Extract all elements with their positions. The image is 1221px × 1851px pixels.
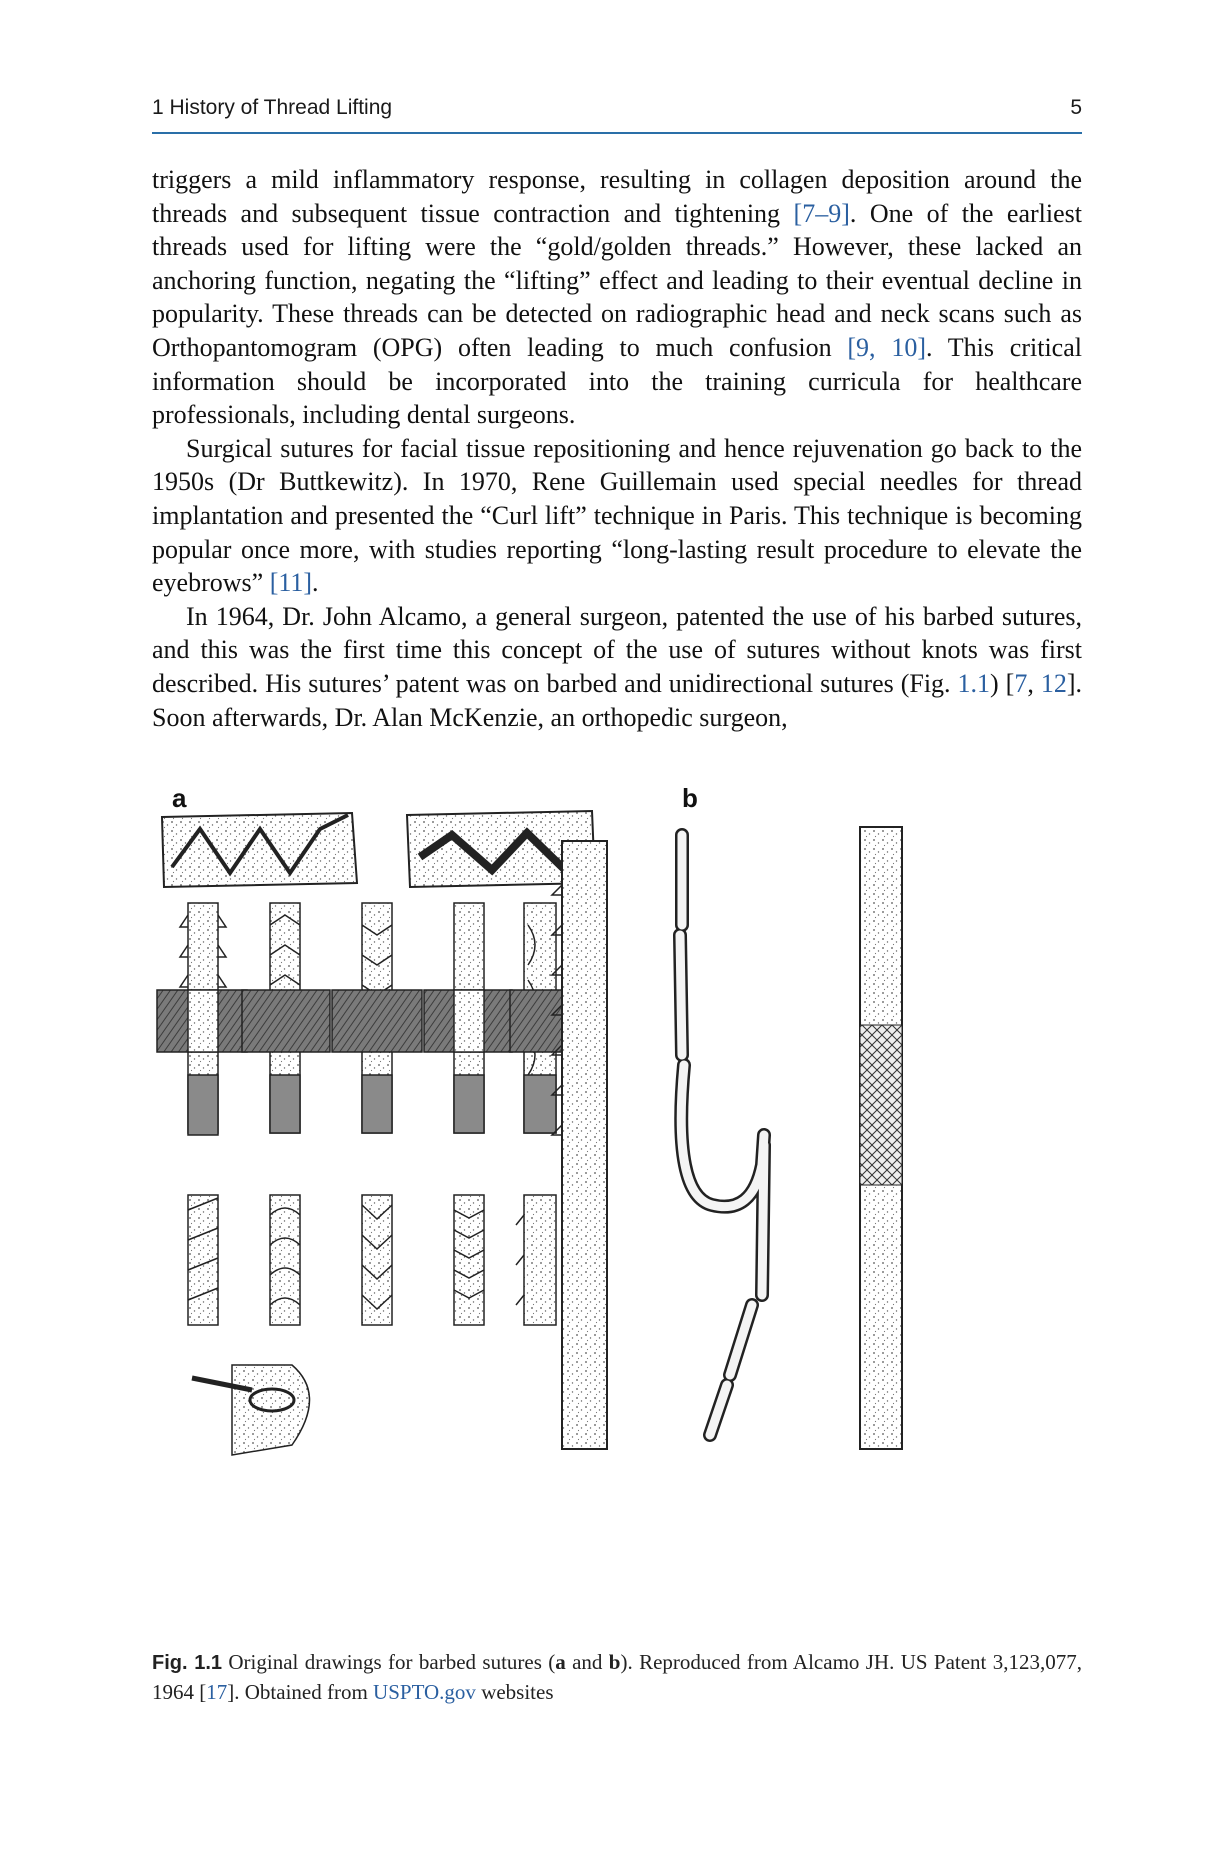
- suture-variant-4: [424, 903, 512, 1133]
- suture-variant-3: [332, 903, 422, 1133]
- citation-link[interactable]: 1.1: [957, 668, 991, 698]
- text-run: triggers a mild inflammatory response, resulting in collagen deposition around the threads and subsequent tissue contraction and tightening: [152, 165, 1082, 228]
- figure-caption: [152, 1648, 1082, 1707]
- running-head: [152, 96, 1082, 126]
- text-run: websites: [475, 1680, 554, 1704]
- citation-link[interactable]: [7–9]: [793, 198, 850, 228]
- text-run: Surgical sutures for facial tissue repositioning and hence rejuvenation go back to the 1950s (Dr Buttkewitz). In 1970, Rene Guillemain used special needles for thread implantation and presented the “Curl lift” technique in Paris. This technique is becoming popular once more, with studies reporting “long-lasting result procedure to elevate the eyebrows”: [152, 433, 1082, 598]
- text-run: ,: [1027, 668, 1041, 698]
- paragraph-1: [152, 163, 1082, 432]
- text-run: Original drawings for barbed sutures (: [222, 1650, 556, 1674]
- citation-link[interactable]: 17: [206, 1680, 228, 1704]
- curved-thread: [680, 835, 764, 1435]
- bold-text: b: [608, 1650, 621, 1674]
- figure-1-1: [152, 775, 1082, 1615]
- text-run: . One of the earliest threads used for lifting were the “gold/golden threads.” However, these lacked an anchoring function, negating the “lifting” effect and leading to their eventual decline in popularity. These threads can be detected on radiographic head and neck scans such as Orthopantomogram (OPG) often leading to much confusion: [152, 198, 1083, 362]
- caption-text: [152, 1650, 1082, 1704]
- suture-variant-1: [157, 903, 247, 1135]
- page-number: 5: [1070, 96, 1082, 119]
- text-run: .: [312, 568, 319, 598]
- citation-link[interactable]: 7: [1014, 668, 1028, 698]
- paragraph-3: [152, 600, 1082, 734]
- citation-link[interactable]: [9, 10]: [847, 332, 926, 362]
- panel-label-b: b: [682, 783, 698, 813]
- mesh-sleeve-thread: [860, 827, 902, 1449]
- citation-link[interactable]: USPTO.gov: [373, 1680, 476, 1704]
- barb-profiles: [188, 1195, 556, 1325]
- text-run: In 1964, Dr. John Alcamo, a general surgeon, patented the use of his barbed sutures, and this was the first time this concept of the use of sutures without knots was first described. His sutures’ patent was on barbed and unidirectional sutures (Fig.: [152, 601, 1082, 698]
- header-rule: [152, 132, 1082, 134]
- text-run: ). Reproduced from Alcamo JH. US Patent 3,123,077, 1964 [: [152, 1650, 1083, 1704]
- citation-link[interactable]: [11]: [269, 568, 313, 598]
- barbed-suture-drawings: [152, 775, 1082, 1615]
- text-run: ) [: [990, 668, 1015, 698]
- long-barbed-thread: [552, 841, 607, 1449]
- citation-link[interactable]: 12: [1040, 668, 1067, 698]
- text-run: ]. Soon afterwards, Dr. Alan McKenzie, an orthopedic surgeon,: [152, 668, 1082, 732]
- tissue-block-zigzag-1: [162, 813, 357, 887]
- chapter-title: 1 History of Thread Lifting: [152, 96, 393, 119]
- text-run: ]. Obtained from: [227, 1680, 374, 1704]
- knot-sketch: [192, 1365, 310, 1455]
- text-run: and: [565, 1650, 609, 1674]
- paragraph-2: [152, 432, 1082, 600]
- body-text: [152, 163, 1082, 734]
- text-run: . This critical information should be incorporated into the training curricula for healthcare professionals, including dental surgeons.: [152, 332, 1082, 430]
- suture-variant-2: [242, 903, 330, 1133]
- bold-text: a: [555, 1650, 566, 1674]
- panel-label-a: a: [172, 783, 187, 813]
- caption-label: Fig. 1.1: [152, 1652, 223, 1674]
